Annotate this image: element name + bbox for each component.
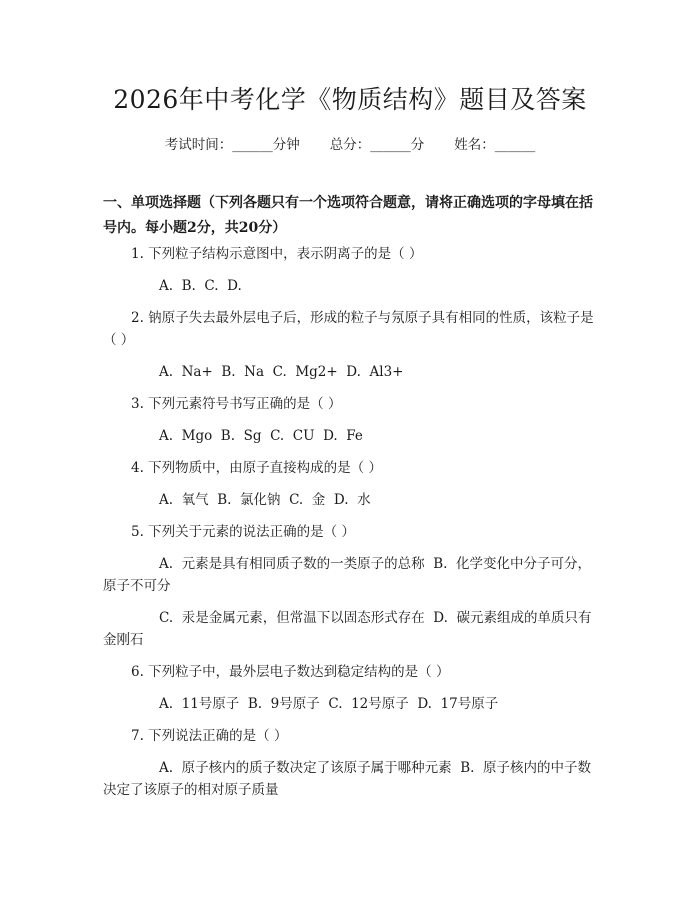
time-unit: 分钟 (272, 137, 300, 153)
question-stem: 2. 钠原子失去最外层电子后，形成的粒子与氖原子具有相同的性质，该粒子是（ ） (103, 310, 594, 348)
score-blank: ______ (370, 137, 411, 153)
question-options: A. 元素是具有相同质子数的一类原子的总称 B. 化学变化中分子可分，原子不可分 (103, 556, 591, 594)
question-options: A. B. C. D. (159, 278, 242, 294)
section-heading: 一、单项选择题（下列各题只有一个选项符合题意，请将正确选项的字母填在括号内。每小题2分，共20分） (103, 195, 593, 236)
name-blank: ______ (494, 137, 536, 153)
question-stem: 5. 下列关于元素的说法正确的是（ ） (131, 524, 355, 540)
question-stem: 1. 下列粒子结构示意图中，表示阴离子的是（ ） (131, 246, 423, 262)
question-options: A. 原子核内的质子数决定了该原子属于哪种元素 B. 原子核内的中子数决定了该原子的相对原子质量 (103, 760, 591, 798)
question-options: A. Mgo B. Sg C. CU D. Fe (159, 428, 363, 444)
time-label: 考试时间： (164, 137, 233, 153)
name-label: 姓名： (454, 137, 495, 153)
question-stem: 7. 下列说法正确的是（ ） (131, 728, 288, 744)
question-stem: 4. 下列物质中，由原子直接构成的是（ ） (131, 460, 382, 476)
time-blank: ______ (232, 137, 273, 153)
question-options: C. 汞是金属元素，但常温下以固态形式存在 D. 碳元素组成的单质只有金刚石 (103, 610, 592, 648)
exam-info (0, 133, 700, 153)
question-options: A. Na+ B. Na C. Mg2+ D. Al3+ (159, 364, 404, 380)
question-stem: 6. 下列粒子中，最外层电子数达到稳定结构的是（ ） (131, 664, 450, 680)
page-title: 2026年中考化学《物质结构》题目及答案 (113, 85, 587, 114)
question-list (103, 243, 598, 811)
question-options: A. 氧气 B. 氯化钠 C. 金 D. 水 (159, 492, 371, 508)
score-unit: 分 (410, 137, 425, 153)
question-options: A. 11号原子 B. 9号原子 C. 12号原子 D. 17号原子 (159, 696, 499, 712)
question-stem: 3. 下列元素符号书写正确的是（ ） (131, 396, 342, 412)
score-label: 总分： (329, 137, 371, 153)
